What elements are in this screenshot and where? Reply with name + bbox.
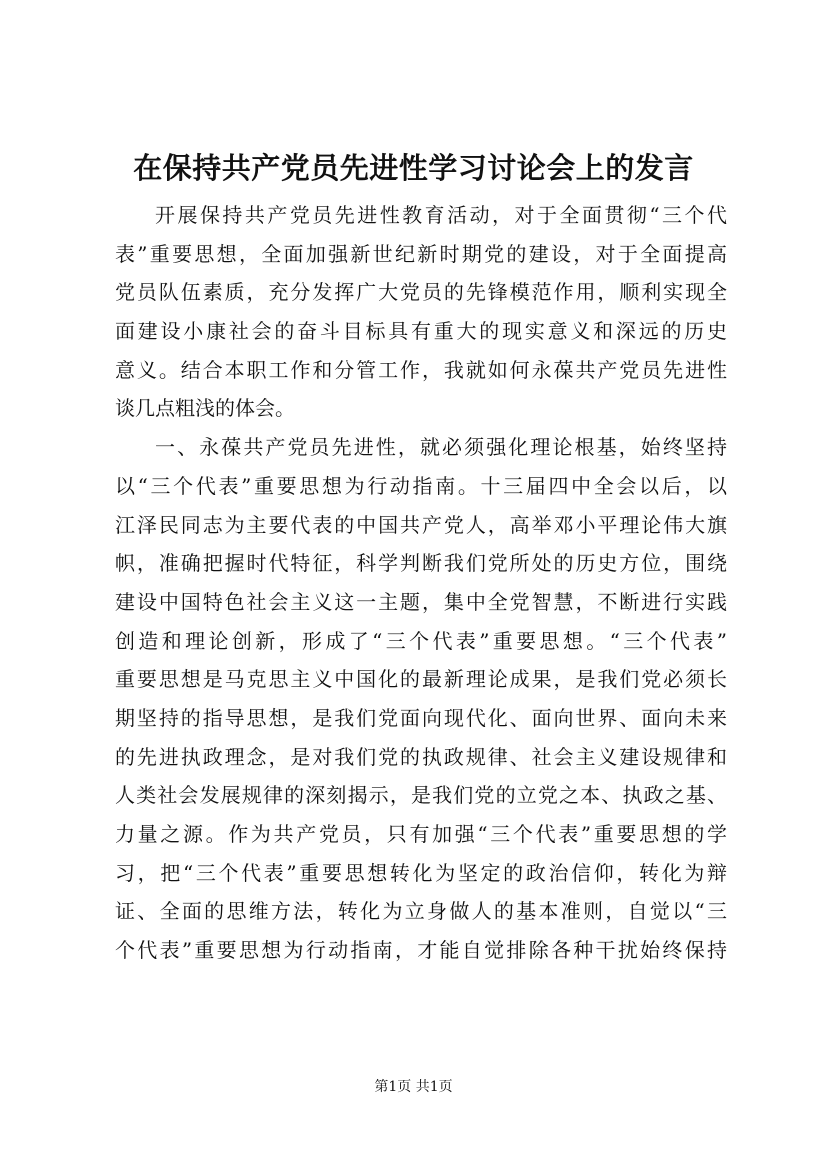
text-line: 面建设小康社会的奋斗目标具有重大的现实意义和深远的历史 bbox=[115, 319, 727, 344]
text-line: 力量之源。作为共产党员，只有加强“三个代表”重要思想的学 bbox=[115, 822, 727, 846]
page-footer: 第1页 共1页 bbox=[374, 1079, 453, 1095]
paragraph-2 bbox=[115, 428, 727, 970]
document-title: 在保持共产党员先进性学习讨论会上的发言 bbox=[133, 151, 694, 185]
text-line: 意义。结合本职工作和分管工作，我就如何永葆共产党员先进性 bbox=[115, 357, 727, 382]
text-line: 以“三个代表”重要思想为行动指南。十三届四中全会以后，以 bbox=[115, 473, 727, 498]
text-line: 的先进执政理念，是对我们党的执政规律、社会主义建设规律和 bbox=[115, 744, 727, 769]
text-line: 表”重要思想，全面加强新世纪新时期党的建设，对于全面提高 bbox=[115, 241, 727, 266]
document-body bbox=[115, 196, 727, 970]
text-line: 个代表”重要思想为行动指南，才能自觉排除各种干扰始终保持 bbox=[115, 938, 727, 963]
text-line: 建设中国特色社会主义这一主题，集中全党智慧，不断进行实践 bbox=[115, 589, 727, 614]
text-line: 帜，准确把握时代特征，科学判断我们党所处的历史方位，围绕 bbox=[115, 551, 727, 576]
text-line: 重要思想是马克思主义中国化的最新理论成果，是我们党必须长 bbox=[115, 667, 727, 692]
text-line: 开展保持共产党员先进性教育活动，对于全面贯彻“三个代 bbox=[155, 203, 727, 227]
text-line: 创造和理论创新，形成了“三个代表”重要思想。“三个代表” bbox=[115, 628, 727, 653]
text-line: 江泽民同志为主要代表的中国共产党人，高举邓小平理论伟大旗 bbox=[115, 512, 727, 537]
paragraph-1 bbox=[115, 196, 727, 428]
text-line: 谈几点粗浅的体会。 bbox=[115, 396, 295, 421]
text-line: 一、永葆共产党员先进性，就必须强化理论根基，始终坚持 bbox=[155, 435, 727, 460]
text-line: 党员队伍素质，充分发挥广大党员的先锋模范作用，顺利实现全 bbox=[115, 280, 727, 305]
text-line: 习，把“三个代表”重要思想转化为坚定的政治信仰，转化为辩 bbox=[115, 860, 727, 885]
text-line: 人类社会发展规律的深刻揭示，是我们党的立党之本、执政之基、 bbox=[115, 783, 727, 808]
text-line: 证、全面的思维方法，转化为立身做人的基本准则，自觉以“三 bbox=[115, 899, 727, 924]
text-line: 期坚持的指导思想，是我们党面向现代化、面向世界、面向未来 bbox=[115, 705, 727, 730]
